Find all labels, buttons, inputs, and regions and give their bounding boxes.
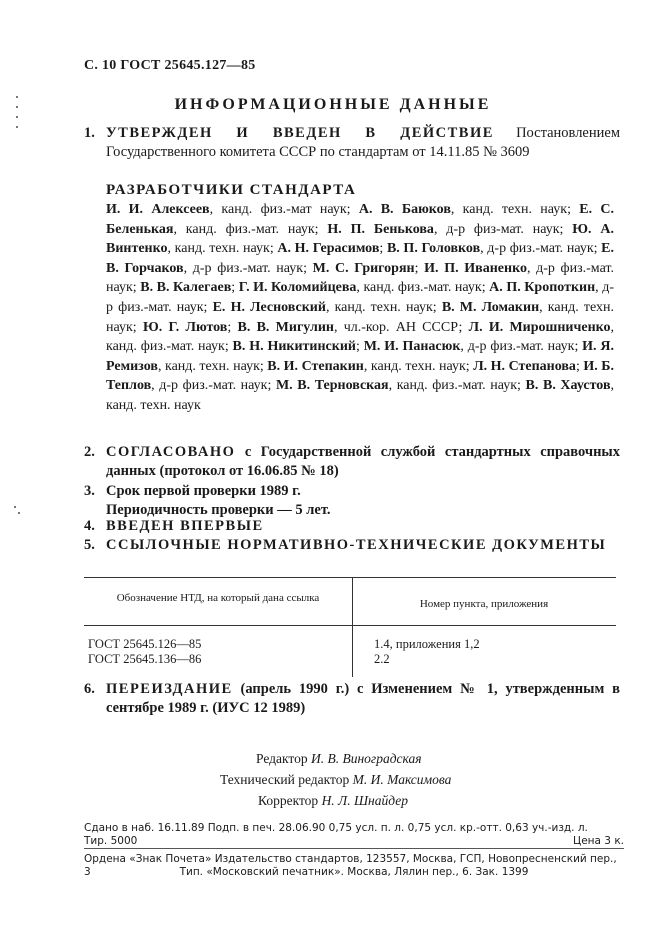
developer-name: М. И. Панасюк (363, 339, 461, 355)
developer-name: Н. П. Бенькова (327, 221, 434, 237)
section-3 (84, 482, 620, 520)
imprint-line (84, 835, 624, 848)
table-header-ref: Номер пункта, приложения (419, 598, 549, 610)
editor-row (220, 748, 520, 769)
developer-name: Г. И. Коломийцева (238, 280, 357, 296)
section-number: 3. (84, 483, 95, 499)
page-header: С. 10 ГОСТ 25645.127—85 (84, 58, 256, 73)
margin-dot (18, 512, 20, 514)
developer-title: , д-р физ.-мат. наук; (183, 260, 313, 276)
developer-title: , канд. физ.-мат. наук; (388, 378, 526, 394)
developer-name: Е. С. Беленькая (106, 202, 614, 237)
developer-name: Л. Н. Степанова (473, 358, 576, 374)
document-title: ИНФОРМАЦИОННЫЕ ДАННЫЕ (174, 96, 492, 113)
developer-title: , канд. техн. наук; (157, 358, 268, 374)
developer-name: В. И. Степакин (267, 358, 364, 374)
table-cell-ref: 2.2 (374, 652, 390, 666)
section-number: 4. (84, 518, 95, 534)
developer-title: , канд. физ.-мат. наук; (106, 319, 615, 355)
imprint-print-run: Тир. 5000 (84, 835, 138, 847)
developer-name: А. В. Баюков (358, 202, 451, 217)
developer-name: И. П. Иваненко (424, 260, 527, 276)
developer-name: Л. И. Мирошниченко (468, 319, 611, 335)
section-text: (апрель 1990 г.) с Изменением № 1, утвержденным в сентябре 1989 г. (ИУС 12 1989) (106, 681, 620, 716)
section-number: 2. (84, 444, 95, 460)
section-number: 6. (84, 681, 95, 697)
section-line: Периодичность проверки — 5 лет. (106, 502, 331, 518)
developers-heading: РАЗРАБОТЧИКИ СТАНДАРТА (106, 182, 357, 198)
imprint-line: Сдано в наб. 16.11.89 Подп. в печ. 28.06.90 0,75 усл. п. л. 0,75 усл. кр.-отт. 0,63 уч.-изд. л. (84, 822, 588, 834)
table-cell-doc: ГОСТ 25645.126—85 (88, 637, 202, 651)
developers-list (106, 200, 614, 416)
section-number: 5. (84, 537, 95, 553)
imprint-price: Цена 3 к. (573, 835, 624, 847)
editor-row (220, 790, 520, 811)
developer-title: , канд. техн. наук; (325, 299, 442, 315)
editor-name: И. В. Виноградская (310, 751, 422, 766)
table-header-doc: Обозначение НТД, на который дана ссылка (116, 592, 320, 604)
editor-role: Редактор (256, 751, 308, 766)
margin-dot (14, 506, 16, 508)
developer-title: , канд. физ.-мат наук; (209, 202, 359, 217)
table-cell-doc: ГОСТ 25645.136—86 (88, 652, 202, 666)
section-label: ПЕРЕИЗДАНИЕ (106, 681, 233, 697)
table-rule (84, 577, 616, 578)
section-1 (84, 124, 620, 162)
developer-name: И. Б. Теплов (106, 358, 615, 394)
developer-name: М. С. Григорян (312, 260, 415, 276)
developer-title: , д-р физ.-мат. наук; (460, 339, 583, 355)
table-cell-ref: 1.4, приложения 1,2 (374, 637, 480, 651)
developer-name: Ю. Г. Лютов (142, 319, 228, 335)
developer-name: В. В. Хаустов (525, 378, 611, 394)
editor-name: М. И. Максимова (352, 772, 452, 787)
developer-name: М. В. Терновская (275, 378, 389, 394)
developer-name: Е. В. Горчаков (106, 241, 615, 276)
developer-name: В. П. Головков (386, 241, 481, 257)
developer-title: , канд. техн. наук; (167, 241, 278, 257)
developer-title: , д-р физ.-мат. наук; (106, 280, 614, 315)
developer-title: , канд. техн. наук; (106, 299, 615, 335)
imprint-separator (84, 848, 624, 849)
section-label: ССЫЛОЧНЫЕ НОРМАТИВНО-ТЕХНИЧЕСКИЕ ДОКУМЕНТЫ (106, 537, 607, 553)
developer-title: ; (379, 241, 387, 257)
section-label: УТВЕРЖДЕН И ВВЕДЕН В ДЕЙСТВИЕ (106, 125, 494, 141)
developer-name: И. И. Алексеев (106, 202, 210, 217)
developer-title: , д-р физ-мат. наук; (433, 221, 573, 237)
developer-title: , канд. техн. наук (106, 378, 615, 413)
editor-row (220, 769, 520, 790)
developer-name: И. Я. Ремизов (106, 339, 615, 374)
developer-title: ; (231, 280, 239, 296)
editors-block (220, 748, 520, 811)
developer-title: ; (227, 319, 238, 335)
developer-name: В. В. Калегаев (140, 280, 232, 296)
section-label: СОГЛАСОВАНО (106, 444, 236, 460)
section-line: Срок первой проверки 1989 г. (106, 483, 301, 499)
developer-name: Е. Н. Лесновский (212, 299, 326, 315)
developer-title: , чл.-кор. АН СССР; (333, 319, 469, 335)
imprint-line: Ордена «Знак Почета» Издательство стандартов, 123557, Москва, ГСП, Новопресненский пер., 3 (84, 853, 617, 878)
developer-title: , канд. физ.-мат. наук; (356, 280, 490, 296)
imprint-line: Тип. «Московский печатник». Москва, Лялин пер., 6. Зак. 1399 (179, 866, 529, 878)
section-2 (84, 443, 620, 481)
table-column-divider (352, 577, 353, 677)
developer-title: ; (414, 260, 425, 276)
editor-role: Корректор (258, 793, 319, 808)
developer-title: , д-р физ.-мат. наук; (480, 241, 602, 257)
developer-title: , канд. техн. наук; (363, 358, 474, 374)
section-4 (84, 517, 620, 536)
editor-role: Технический редактор (220, 772, 350, 787)
editor-name: Н. Л. Шнайдер (321, 793, 408, 808)
developer-name: В. М. Ломакин (441, 299, 540, 315)
developer-title: ; (355, 339, 364, 355)
developer-title: , д-р физ.-мат. наук; (106, 260, 614, 296)
section-6 (84, 680, 620, 718)
developer-name: А. П. Кропоткин (489, 280, 596, 296)
section-5 (84, 536, 620, 555)
developer-name: А. Н. Герасимов (277, 241, 380, 257)
developer-title: ; (575, 358, 584, 374)
developer-title: , канд. техн. наук; (450, 202, 580, 217)
margin-dot (16, 116, 18, 118)
table-rule (84, 625, 616, 626)
section-label: ВВЕДЕН ВПЕРВЫЕ (106, 518, 264, 534)
margin-dot (16, 126, 18, 128)
developer-title: , д-р физ.-мат. наук; (151, 378, 276, 394)
developer-title: , канд. физ.-мат. наук; (173, 221, 328, 237)
developer-name: В. В. Мигулин (237, 319, 334, 335)
section-text: с Государственной службой стандартных справочных данных (протокол от 16.06.85 № 18) (106, 444, 621, 479)
developer-name: В. Н. Никитинский (232, 339, 356, 355)
section-text: Постановлением Государственного комитета СССР по стандартам от 14.11.85 № 3609 (106, 125, 620, 160)
developer-name: Ю. А. Винтенко (106, 221, 615, 257)
section-number: 1. (84, 125, 95, 141)
